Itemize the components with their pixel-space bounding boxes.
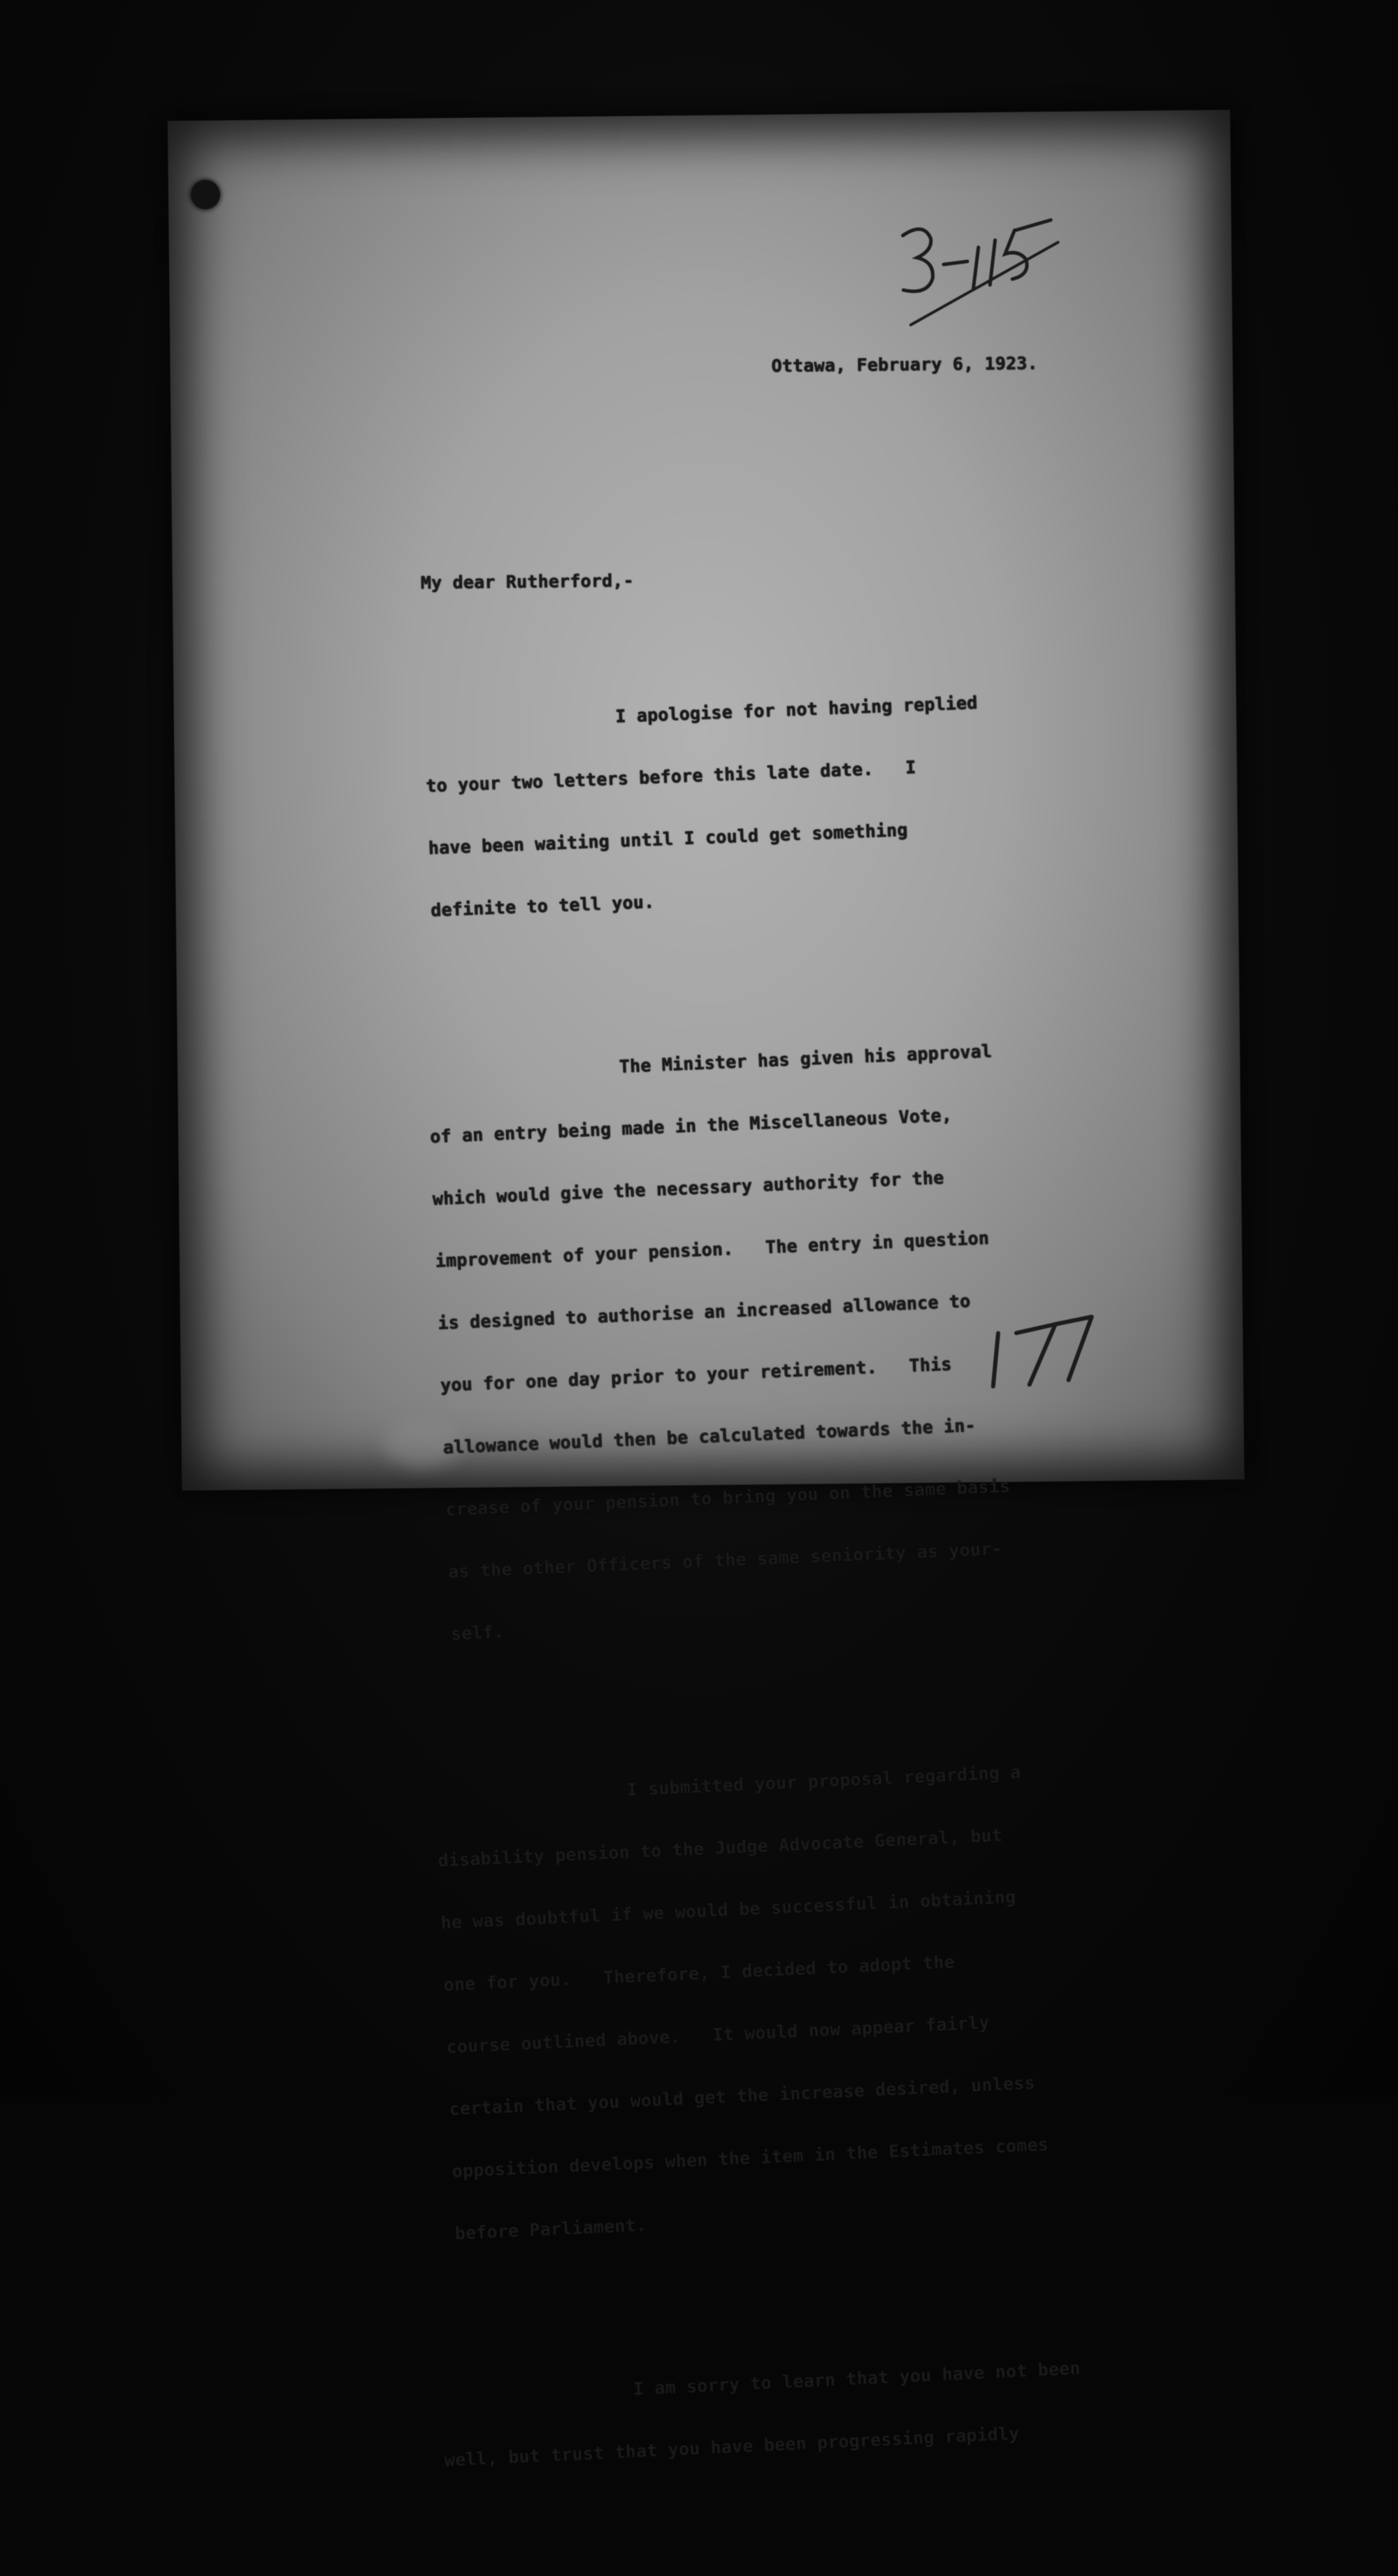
body-line: self. <box>450 1621 505 1644</box>
body-line: certain that you would get the increase desired, unless <box>449 2072 1036 2120</box>
letter-page <box>168 110 1244 2470</box>
body-line: I apologise for not having replied <box>423 692 978 735</box>
body-line: of an entry being made in the Miscellaneous Vote, <box>429 1104 953 1148</box>
body-line: definite to tell you. <box>430 891 655 920</box>
body-line: as the other Officers of the same seniority as your- <box>447 1538 1003 1582</box>
body-line: is designed to authorise an increased allowance to <box>437 1290 971 1333</box>
handwritten-reference-number <box>874 205 1086 347</box>
body-line: before Parliament. <box>454 2215 647 2244</box>
paragraph-disability-pension <box>433 1711 1260 2285</box>
body-line: have been waiting until I could get something <box>428 819 909 859</box>
body-line: well, but trust that you have been progressing rapidly <box>444 2423 1021 2470</box>
body-line: The Minister has given his approval <box>426 1041 993 1085</box>
body-line: allowance would then be calculated towards the in- <box>442 1414 977 1458</box>
body-line: improvement of your pension. The entry in question <box>434 1227 990 1271</box>
body-line: one for you. Therefore, I decided to adopt the <box>442 1951 956 1995</box>
body-line: crease of your pension to bring you on the same basis <box>445 1475 1011 1520</box>
body-line: which would give the necessary authority for the <box>432 1167 944 1209</box>
punch-hole <box>191 180 220 209</box>
body-line: opposition develops when the item in the Estimates comes <box>452 2134 1049 2182</box>
paragraph-apology <box>421 642 1236 962</box>
body-line: I submitted your proposal regarding a <box>434 1762 1022 1809</box>
body-line: he was doubtful if we would be successful in obtaining <box>440 1886 1016 1933</box>
body-line: to your two letters before this late date. I <box>425 757 916 797</box>
paragraph-minister-approval <box>425 990 1256 1685</box>
date-line: Ottawa, February 6, 1923. <box>771 352 1038 376</box>
body-line: you for one day prior to your retirement. This <box>440 1354 953 1396</box>
salutation: My dear Rutherford,- <box>420 570 634 593</box>
handwritten-folio-number <box>977 1303 1104 1395</box>
body-line: I am sorry to learn that you have not been <box>440 2357 1081 2409</box>
body-line: course outlined above. It would now appear fairly <box>445 2012 990 2057</box>
paragraph-health <box>439 2309 1250 2512</box>
letter-body <box>421 623 1245 2573</box>
body-line: disability pension to the Judge Advocate General, but <box>437 1825 1003 1871</box>
